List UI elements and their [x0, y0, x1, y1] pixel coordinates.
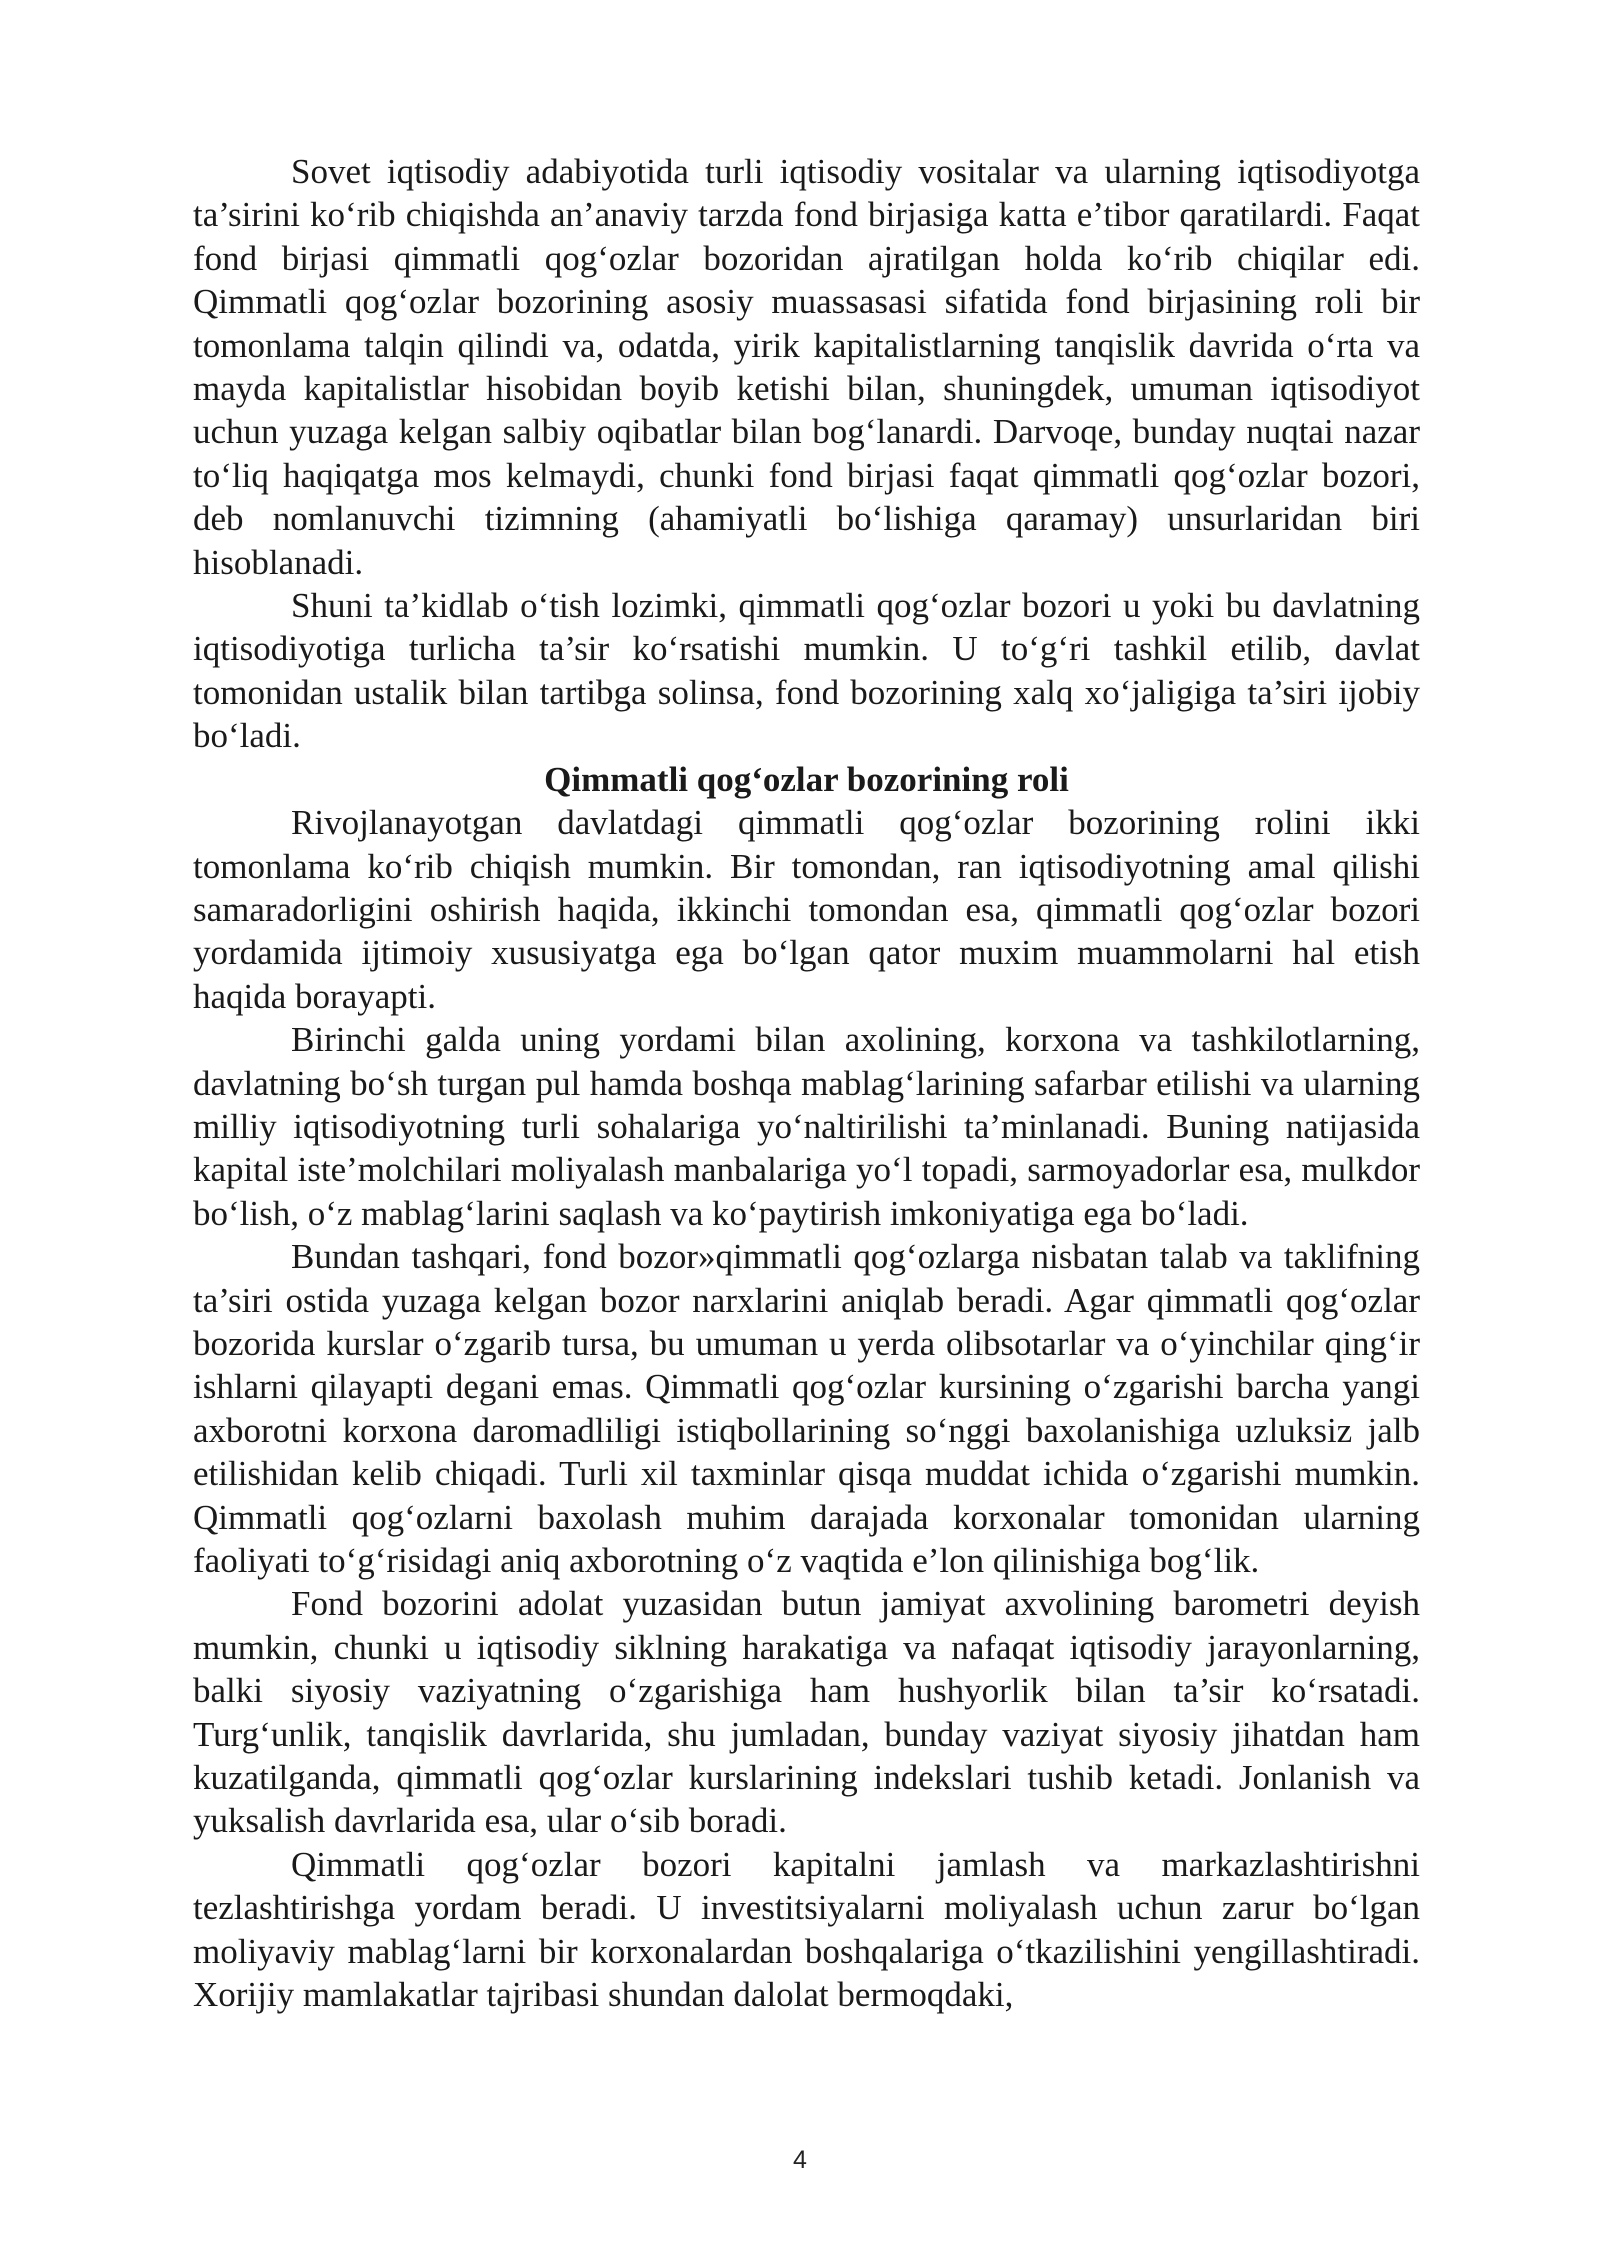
paragraph: Birinchi galda uning yordami bilan axolining, korxona va tashkilotlarning, davlatning bo‘sh turgan pul hamda boshqa mablag‘larining safarbar etilishi va ularning milliy iqtisodiyotning turli sohalariga yo‘naltirilishi ta’minlanadi. Buning natijasida kapital iste’molchilari moliyalash manbalariga yo‘l topadi, sarmoyadorlar esa, mulkdor bo‘lish, o‘z mablag‘larini saqlash va ko‘paytirish imkoniyatiga ega bo‘ladi. — [193, 1020, 1420, 1233]
page-number: 4 — [793, 2146, 807, 2174]
section-heading: Qimmatli qog‘ozlar bozorining roli — [544, 759, 1069, 799]
document-body — [193, 150, 1420, 2016]
paragraph: Qimmatli qog‘ozlar bozori kapitalni jamlash va markazlashtirishni tezlashtirishga yordam beradi. U investitsiyalarni moliyalash uchun zarur bo‘lgan moliyaviy mablag‘larni bir korxonalardan boshqalariga o‘tkazilishini yengillashtiradi. Xorijiy mamlakatlar tajribasi shundan dalolat bermoqdaki, — [193, 1844, 1420, 2015]
paragraph: Sovet iqtisodiy adabiyotida turli iqtisodiy vositalar va ularning iqtisodiyotga ta’sirini ko‘rib chiqishda an’anaviy tarzda fond birjasiga katta e’tibor qaratilardi. Faqat fond birjasi qimmatli qog‘ozlar bozoridan ajratilgan holda ko‘rib chiqilar edi. Qimmatli qog‘ozlar bozorining asosiy muassasasi sifatida fond birjasining roli bir tomonlama talqin qilindi va, odatda, yirik kapitalistlarning tanqislik davrida o‘rta va mayda kapitalistlar hisobidan boyib ketishi bilan, shuningdek, umuman iqtisodiyot uchun yuzaga kelgan salbiy oqibatlar bilan bog‘lanardi. Darvoqe, bunday nuqtai nazar to‘liq haqiqatga mos kelmaydi, chunki fond birjasi faqat qimmatli qog‘ozlar bozori, deb nomlanuvchi tizimning (ahamiyatli bo‘lishiga qaramay) unsurlaridan biri hisoblanadi. — [193, 152, 1420, 582]
paragraph: Fond bozorini adolat yuzasidan butun jamiyat axvolining barometri deyish mumkin, chunki u iqtisodiy siklning harakatiga va nafaqat iqtisodiy jarayonlarning, balki siyosiy vaziyatning o‘zgarishiga ham hushyorlik bilan ta’sir ko‘rsatadi. Turg‘unlik, tanqislik davrlarida, shu jumladan, bunday vaziyat siyosiy jihatdan ham kuzatilganda, qimmatli qog‘ozlar kurslarining indekslari tushib ketadi. Jonlanish va yuksalish davrlarida esa, ular o‘sib boradi. — [193, 1584, 1420, 1841]
paragraph: Bundan tashqari, fond bozor»qimmatli qog‘ozlarga nisbatan talab va taklifning ta’siri ostida yuzaga kelgan bozor narxlarini aniqlab beradi. Agar qimmatli qog‘ozlar bozorida kurslar o‘zgarib tursa, bu umuman u yerda olibsotarlar va o‘yinchilar qing‘ir ishlarni qilayapti degani emas. Qimmatli qog‘ozlar kursining o‘zgarishi barcha yangi axborotni korxona daromadliligi istiqbollarining so‘nggi baxolanishiga uzluksiz jalb etilishidan kelib chiqadi. Turli xil taxminlar qisqa muddat ichida o‘zgarishi mumkin. Qimmatli qog‘ozlarni baxolash muhim darajada korxonalar tomonidan ularning faoliyati to‘g‘risidagi aniq axborotning o‘z vaqtida e’lon qilinishiga bog‘lik. — [193, 1237, 1420, 1580]
paragraph: Shuni ta’kidlab o‘tish lozimki, qimmatli qog‘ozlar bozori u yoki bu davlatning iqtisodiyotiga turlicha ta’sir ko‘rsatishi mumkin. U to‘g‘ri tashkil etilib, davlat tomonidan ustalik bilan tartibga solinsa, fond bozorining xalq xo‘jaligiga ta’siri ijobiy bo‘ladi. — [193, 586, 1420, 756]
paragraph: Rivojlanayotgan davlatdagi qimmatli qog‘ozlar bozorining rolini ikki tomonlama ko‘rib chiqish mumkin. Bir tomondan, ran iqtisodiyotning amal qilishi samaradorligini oshirish haqida, ikkinchi tomondan esa, qimmatli qog‘ozlar bozori yordamida ijtimoiy xususiyatga ega bo‘lgan qator muxim muammolarni hal etish haqida borayapti. — [193, 803, 1420, 1016]
